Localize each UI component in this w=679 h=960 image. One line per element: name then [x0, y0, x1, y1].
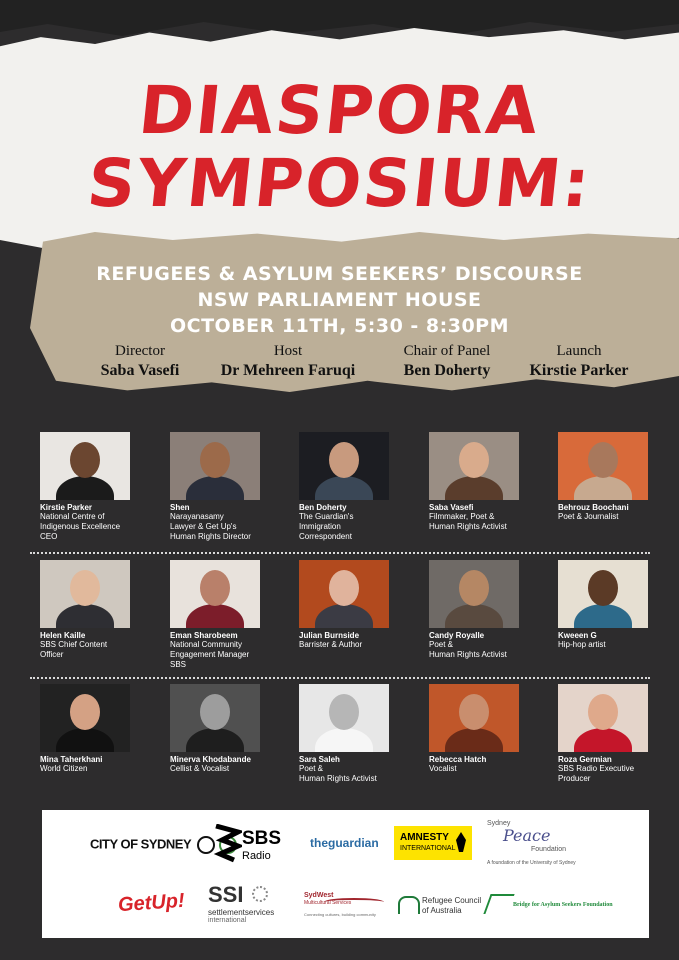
speaker-name: Sara Saleh: [299, 755, 340, 764]
peace-sydney-text: Sydney: [487, 820, 511, 827]
role-launch: [494, 343, 664, 380]
speaker-body: [315, 604, 373, 628]
speaker-name: Shen: [170, 503, 190, 512]
speaker-description: Barrister & Author: [299, 640, 363, 649]
ssi-sub-text: settlementservices: [208, 908, 275, 917]
speaker-photo: [299, 432, 389, 500]
speaker-description: Officer: [40, 650, 64, 659]
role-host: [203, 343, 373, 380]
sydwest-logo: [304, 892, 384, 922]
peace-foundation-text: Foundation: [531, 846, 567, 853]
speaker-description: Cellist & Vocalist: [170, 764, 230, 773]
role-name: Kirstie Parker: [529, 362, 629, 379]
speaker-description: Engagement Manager: [170, 650, 250, 659]
speaker-description: Poet & Journalist: [558, 512, 619, 521]
speaker-face: [329, 442, 359, 478]
speaker-photo: [558, 560, 648, 628]
speaker-body: [315, 476, 373, 500]
speaker-name: Ben Doherty: [299, 503, 347, 512]
speaker-face: [459, 442, 489, 478]
speaker-photo: [558, 432, 648, 500]
amnesty-logo: [394, 826, 472, 860]
speaker-description: Filmmaker, Poet &: [429, 512, 495, 521]
speaker-photo: [170, 432, 260, 500]
row-divider: [30, 552, 650, 554]
speaker-card: [30, 560, 148, 660]
speaker-name: Helen Kaille: [40, 631, 86, 640]
speaker-body: [445, 728, 503, 752]
speaker-card: [548, 560, 666, 650]
sydwest-tagline-text: Connecting cultures, building community: [304, 912, 376, 917]
speaker-name: Saba Vasefi: [429, 503, 474, 512]
speaker-photo: [40, 684, 130, 752]
speaker-body: [445, 476, 503, 500]
speaker-face: [459, 570, 489, 606]
sydney-peace-foundation-logo: [487, 820, 597, 870]
role-label: Director: [115, 343, 165, 359]
speaker-body: [56, 604, 114, 628]
speaker-photo: [40, 432, 130, 500]
speaker-card: [30, 432, 148, 542]
sydwest-sub-text: Multicultural Services: [304, 900, 352, 906]
speaker-face: [329, 570, 359, 606]
title-line-2: SYMPOSIUM:: [83, 145, 596, 222]
bridge-icon: [483, 894, 514, 914]
speaker-name: Minerva Khodabande: [170, 755, 251, 764]
role-name: Dr Mehreen Faruqi: [220, 362, 356, 379]
speaker-photo: [429, 684, 519, 752]
speaker-description: Human Rights Activist: [429, 650, 507, 659]
speaker-photo: [299, 684, 389, 752]
ssi-logo: [208, 882, 288, 926]
candle-icon: [456, 832, 466, 852]
speaker-face: [588, 442, 618, 478]
refugee-council-logo: [398, 894, 488, 924]
speaker-name: Kweeen G: [558, 631, 597, 640]
refugee-sub-text: of Australia: [422, 906, 462, 915]
speaker-card: [289, 684, 407, 784]
role-name: Ben Doherty: [403, 362, 491, 379]
speaker-card: [289, 432, 407, 542]
speaker-description: The Guardian's: [299, 512, 354, 521]
speaker-body: [445, 604, 503, 628]
speaker-photo: [299, 560, 389, 628]
row-divider: [30, 677, 650, 679]
speaker-description: Producer: [558, 774, 591, 783]
sbs-radio-logo: [212, 820, 282, 866]
speaker-photo: [170, 560, 260, 628]
speaker-name: Julian Burnside: [299, 631, 360, 640]
ssi-star-icon: [252, 886, 268, 902]
speaker-name: Eman Sharobeem: [170, 631, 238, 640]
amnesty-sub-text: INTERNATIONAL: [400, 845, 456, 852]
speaker-description: Vocalist: [429, 764, 457, 773]
speaker-body: [56, 728, 114, 752]
speaker-description: SBS: [170, 660, 187, 669]
speaker-face: [329, 694, 359, 730]
speaker-description: SBS Radio Executive: [558, 764, 635, 773]
speaker-description: Lawyer & Get Up's: [170, 522, 237, 531]
amnesty-text: AMNESTY: [400, 832, 449, 843]
speaker-card: [160, 560, 278, 670]
bridge-foundation-logo: [487, 890, 637, 924]
speaker-description: Indigenous Excellence: [40, 522, 121, 531]
speaker-card: [160, 684, 278, 774]
peace-text: Peace: [503, 826, 551, 845]
getup-logo: GetUp!: [117, 889, 186, 917]
speaker-description: Narayanasamy: [170, 512, 224, 521]
speaker-description: National Community: [170, 640, 243, 649]
speaker-description: Immigration: [299, 522, 341, 531]
bridge-text: Bridge for Asylum Seekers Foundation: [513, 902, 613, 908]
speaker-face: [70, 570, 100, 606]
speaker-card: [419, 684, 537, 774]
speaker-face: [200, 442, 230, 478]
sydwest-swoosh-icon: [324, 898, 384, 906]
speaker-body: [574, 604, 632, 628]
speaker-face: [588, 570, 618, 606]
speaker-body: [56, 476, 114, 500]
subtitle-topic: REFUGEES & ASYLUM SEEKERS’ DISCOURSE: [96, 263, 583, 285]
speaker-photo: [558, 684, 648, 752]
refugee-people-icon: [398, 896, 420, 914]
speaker-description: CEO: [40, 532, 58, 541]
ssi-text: SSI: [208, 882, 244, 907]
speaker-description: Poet &: [429, 640, 454, 649]
speaker-face: [70, 442, 100, 478]
sydwest-text: SydWest: [304, 892, 334, 899]
speaker-description: Human Rights Activist: [429, 522, 507, 531]
sbs-text: SBS: [242, 828, 282, 849]
speaker-description: Hip-hop artist: [558, 640, 606, 649]
speaker-description: Poet &: [299, 764, 324, 773]
speaker-name: Kirstie Parker: [40, 503, 93, 512]
speaker-card: [419, 432, 537, 532]
speaker-body: [186, 604, 244, 628]
subtitle-venue: NSW PARLIAMENT HOUSE: [197, 289, 482, 311]
role-label: Launch: [556, 343, 602, 359]
speaker-body: [574, 728, 632, 752]
speaker-description: National Centre of: [40, 512, 105, 521]
guardian-logo: theguardian: [310, 836, 379, 850]
speaker-description: Human Rights Activist: [299, 774, 377, 783]
speaker-photo: [40, 560, 130, 628]
speaker-photo: [429, 432, 519, 500]
speaker-face: [70, 694, 100, 730]
speaker-card: [160, 432, 278, 542]
speaker-photo: [429, 560, 519, 628]
sbs-mark-icon: [212, 824, 242, 864]
sponsor-logos: [42, 810, 649, 938]
speaker-card: [548, 684, 666, 784]
subtitle-date: OCTOBER 11TH, 5:30 - 8:30PM: [169, 315, 509, 337]
speaker-name: Mina Taherkhani: [40, 755, 103, 764]
ssi-sub-text-2: international: [208, 917, 247, 924]
speaker-card: [419, 560, 537, 660]
role-label: Host: [273, 343, 303, 359]
role-director: [55, 343, 225, 380]
speaker-card: [289, 560, 407, 650]
city-of-sydney-text: CITY OF SYDNEY: [90, 836, 191, 852]
speaker-card: [548, 432, 666, 522]
speaker-name: Behrouz Boochani: [558, 503, 629, 512]
speaker-card: [30, 684, 148, 774]
title-line-1: DIASPORA: [135, 72, 544, 149]
peace-sub-text: A foundation of the University of Sydney: [487, 860, 576, 866]
role-name: Saba Vasefi: [100, 362, 180, 379]
speaker-body: [574, 476, 632, 500]
speaker-body: [186, 728, 244, 752]
speaker-name: Rebecca Hatch: [429, 755, 487, 764]
speaker-face: [200, 694, 230, 730]
speaker-face: [200, 570, 230, 606]
refugee-text: Refugee Council: [422, 896, 482, 905]
speaker-name: Roza Germian: [558, 755, 612, 764]
speaker-face: [588, 694, 618, 730]
speaker-body: [315, 728, 373, 752]
speaker-description: SBS Chief Content: [40, 640, 108, 649]
speaker-name: Candy Royalle: [429, 631, 485, 640]
role-label: Chair of Panel: [403, 343, 491, 359]
speaker-description: Human Rights Director: [170, 532, 251, 541]
speaker-description: Correspondent: [299, 532, 352, 541]
speaker-face: [459, 694, 489, 730]
speaker-photo: [170, 684, 260, 752]
speaker-description: World Citizen: [40, 764, 88, 773]
speaker-body: [186, 476, 244, 500]
sbs-radio-text: Radio: [242, 850, 271, 862]
